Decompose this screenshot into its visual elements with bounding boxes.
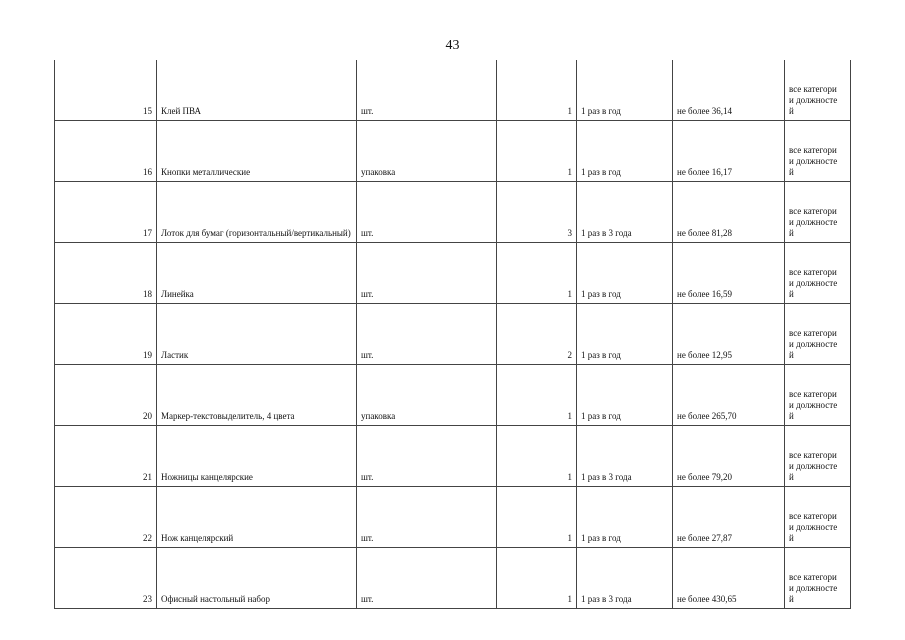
- category-cell: [785, 121, 851, 182]
- row-number: 20: [55, 365, 157, 426]
- category-text: все категории должносте й: [789, 145, 838, 177]
- category-text: все категории должносте й: [789, 389, 838, 421]
- quantity-cell: 1: [497, 487, 577, 548]
- category-cell: [785, 304, 851, 365]
- period-cell: 1 раз в год: [577, 121, 673, 182]
- item-name: Офисный настольный набор: [157, 548, 357, 609]
- price-cell: не более 12,95: [673, 304, 785, 365]
- category-text: все категории должносте й: [789, 511, 838, 543]
- table-row: [55, 365, 851, 426]
- period-cell: 1 раз в 3 года: [577, 426, 673, 487]
- quantity-cell: 1: [497, 60, 577, 121]
- unit-cell: шт.: [357, 243, 497, 304]
- category-cell: [785, 426, 851, 487]
- unit-cell: упаковка: [357, 365, 497, 426]
- table-row: [55, 121, 851, 182]
- period-cell: 1 раз в год: [577, 60, 673, 121]
- table-row: [55, 182, 851, 243]
- unit-cell: шт.: [357, 548, 497, 609]
- table-row: [55, 487, 851, 548]
- row-number: 22: [55, 487, 157, 548]
- category-cell: [785, 243, 851, 304]
- table-row: [55, 548, 851, 609]
- quantity-cell: 1: [497, 243, 577, 304]
- table-row: [55, 304, 851, 365]
- price-cell: не более 16,59: [673, 243, 785, 304]
- item-name: Маркер-текстовыделитель, 4 цвета: [157, 365, 357, 426]
- price-cell: не более 16,17: [673, 121, 785, 182]
- row-number: 16: [55, 121, 157, 182]
- price-cell: не более 79,20: [673, 426, 785, 487]
- table-row: [55, 60, 851, 121]
- item-name: Линейка: [157, 243, 357, 304]
- category-text: все категории должносте й: [789, 328, 838, 360]
- quantity-cell: 2: [497, 304, 577, 365]
- quantity-cell: 1: [497, 121, 577, 182]
- page-number: 43: [445, 38, 460, 53]
- quantity-cell: 1: [497, 365, 577, 426]
- period-cell: 1 раз в год: [577, 243, 673, 304]
- period-cell: 1 раз в 3 года: [577, 182, 673, 243]
- category-text: все категории должносте й: [789, 572, 838, 604]
- unit-cell: шт.: [357, 182, 497, 243]
- category-text: все категории должносте й: [789, 267, 838, 299]
- item-name: Кнопки металлические: [157, 121, 357, 182]
- row-number: 19: [55, 304, 157, 365]
- unit-cell: упаковка: [357, 121, 497, 182]
- row-number: 21: [55, 426, 157, 487]
- unit-cell: шт.: [357, 426, 497, 487]
- unit-cell: шт.: [357, 304, 497, 365]
- unit-cell: шт.: [357, 60, 497, 121]
- item-name: Ластик: [157, 304, 357, 365]
- price-cell: не более 81,28: [673, 182, 785, 243]
- category-text: все категории должносте й: [789, 206, 838, 238]
- price-cell: не более 430,65: [673, 548, 785, 609]
- period-cell: 1 раз в год: [577, 487, 673, 548]
- price-cell: не более 265,70: [673, 365, 785, 426]
- category-cell: [785, 365, 851, 426]
- row-number: 18: [55, 243, 157, 304]
- category-cell: [785, 60, 851, 121]
- table-row: [55, 243, 851, 304]
- quantity-cell: 1: [497, 548, 577, 609]
- category-cell: [785, 182, 851, 243]
- item-name: Клей ПВА: [157, 60, 357, 121]
- quantity-cell: 1: [497, 426, 577, 487]
- supply-table: [54, 60, 851, 609]
- category-cell: [785, 548, 851, 609]
- table-row: [55, 426, 851, 487]
- item-name: Ножницы канцелярские: [157, 426, 357, 487]
- period-cell: 1 раз в год: [577, 365, 673, 426]
- price-cell: не более 27,87: [673, 487, 785, 548]
- row-number: 17: [55, 182, 157, 243]
- item-name: Нож канцелярский: [157, 487, 357, 548]
- category-text: все категории должносте й: [789, 84, 838, 116]
- category-text: все категории должносте й: [789, 450, 838, 482]
- category-cell: [785, 487, 851, 548]
- period-cell: 1 раз в 3 года: [577, 548, 673, 609]
- period-cell: 1 раз в год: [577, 304, 673, 365]
- item-name: Лоток для бумаг (горизонтальный/вертикальный): [157, 182, 357, 243]
- quantity-cell: 3: [497, 182, 577, 243]
- row-number: 15: [55, 60, 157, 121]
- unit-cell: шт.: [357, 487, 497, 548]
- row-number: 23: [55, 548, 157, 609]
- price-cell: не более 36,14: [673, 60, 785, 121]
